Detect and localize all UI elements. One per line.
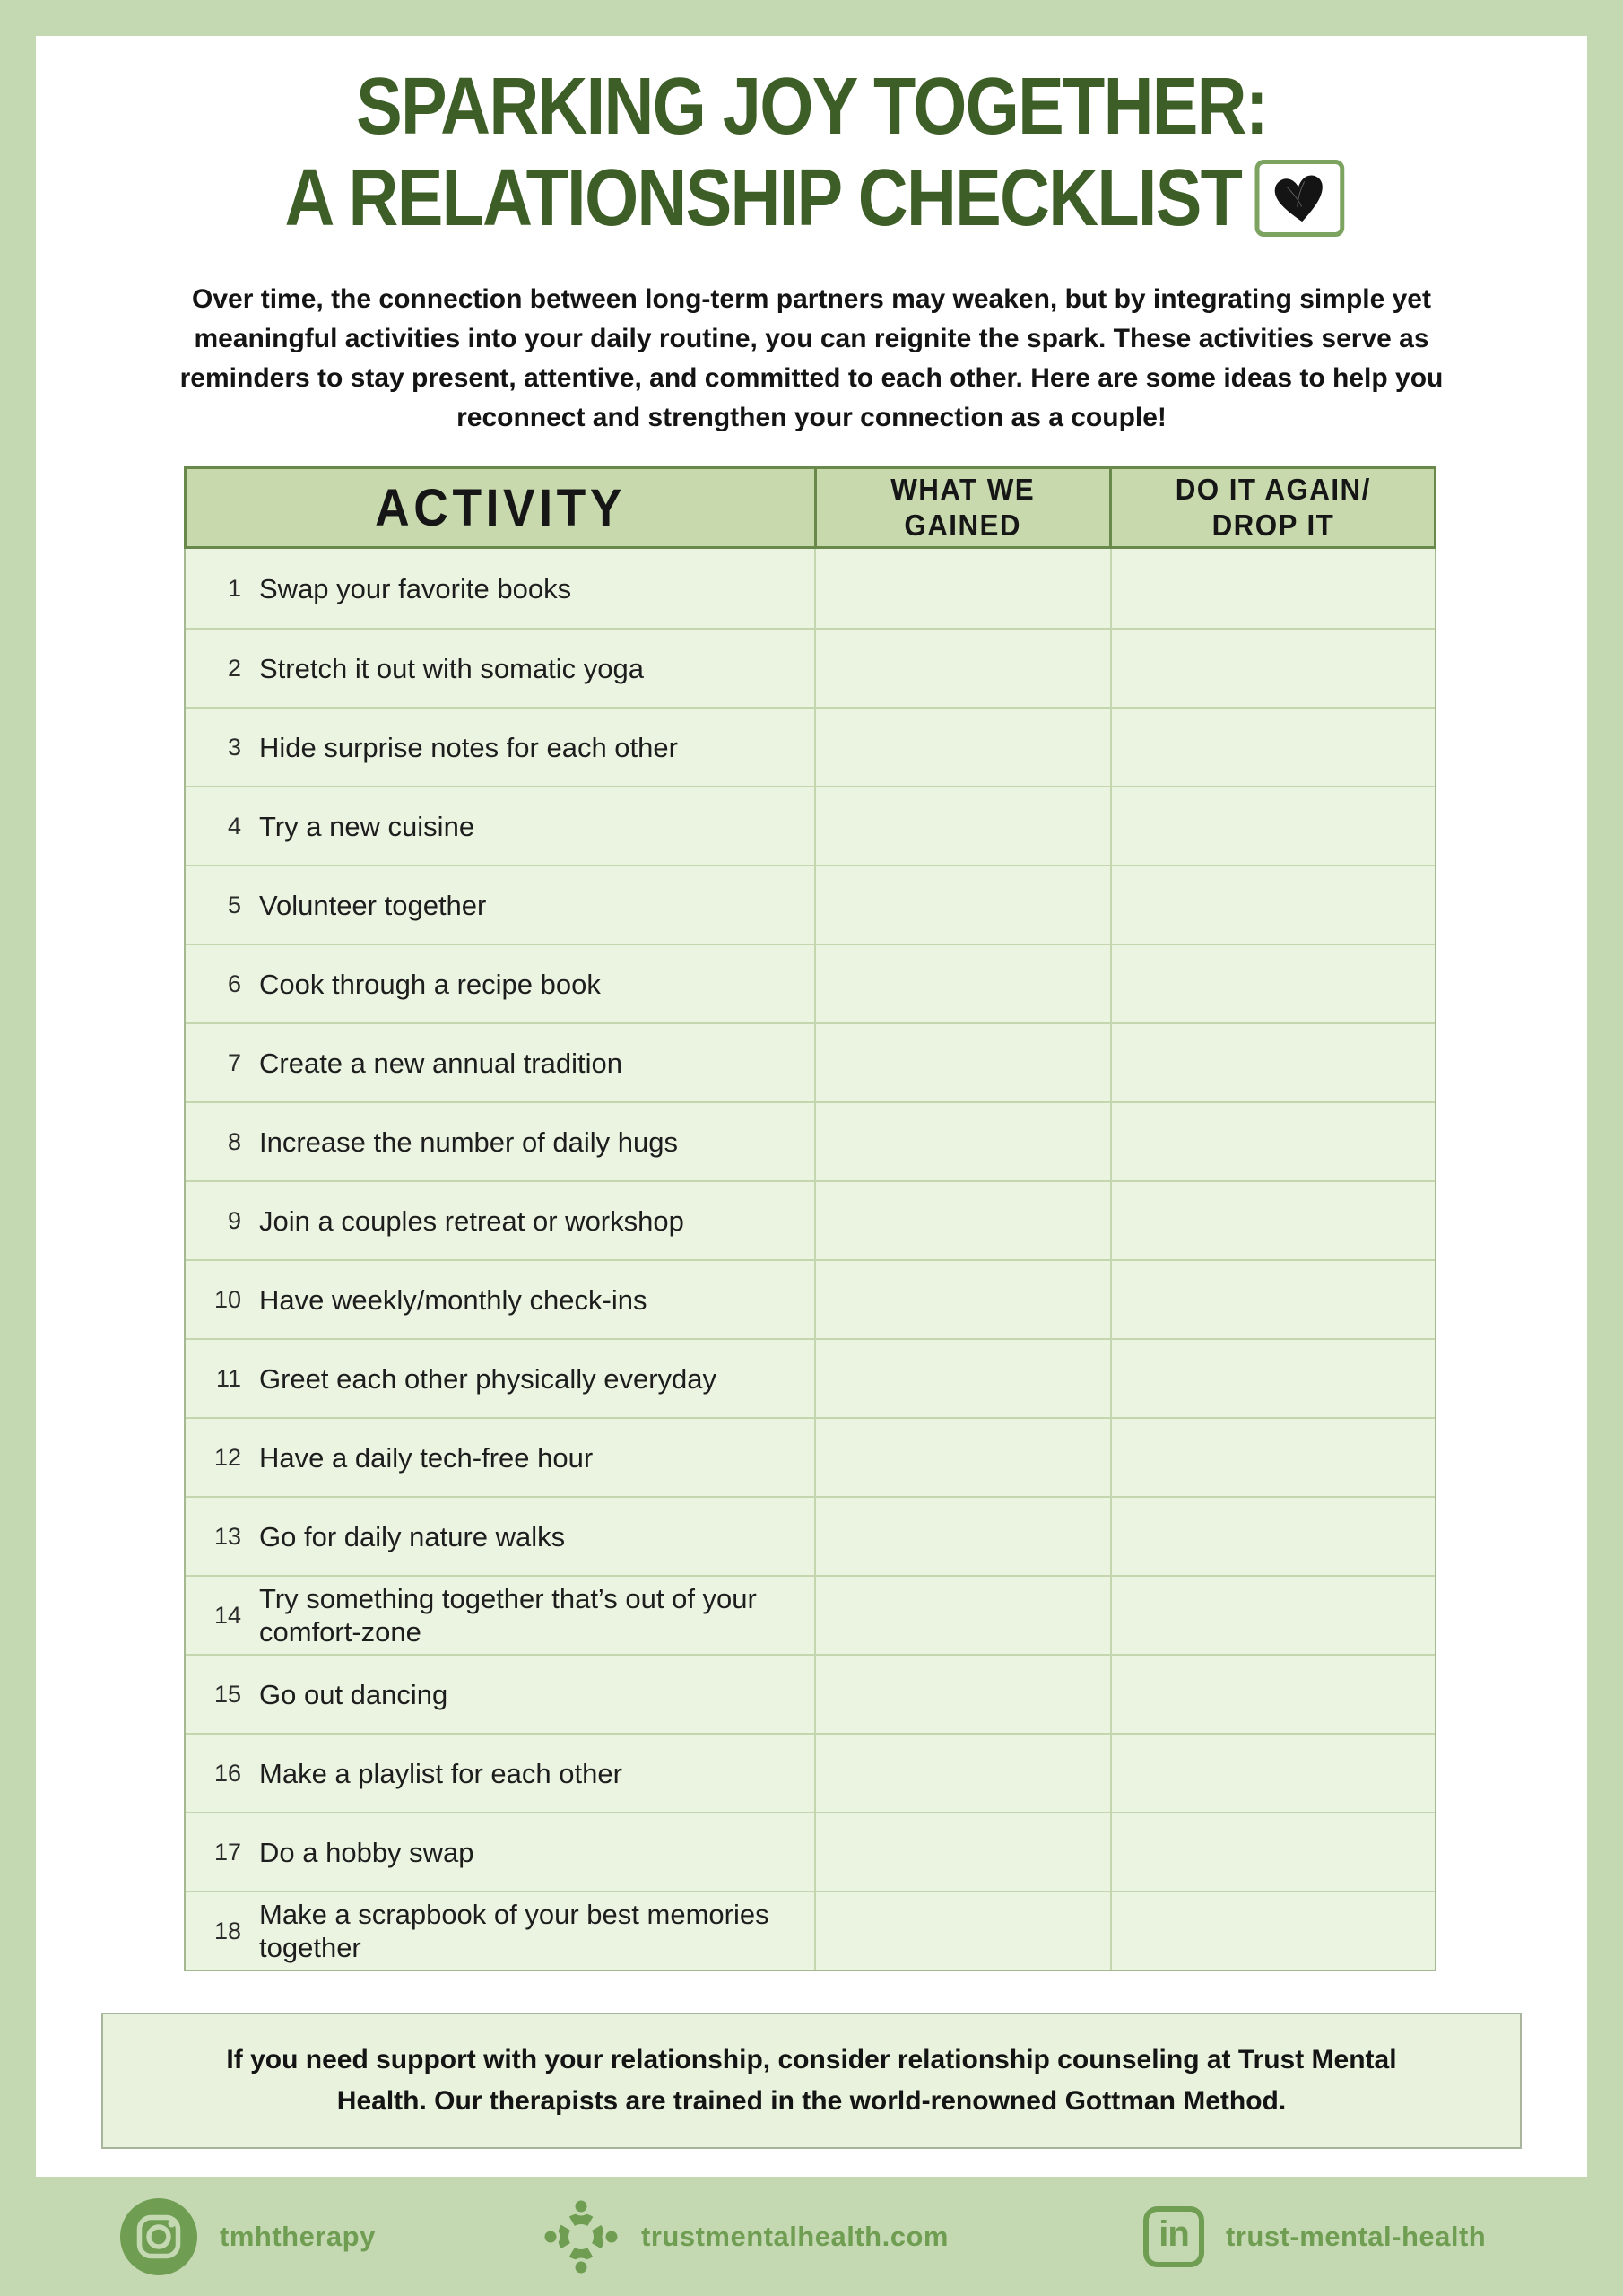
- activity-table: [184, 466, 1436, 1971]
- table-row: [186, 786, 1435, 865]
- table-row: [186, 1496, 1435, 1575]
- gained-cell: [814, 1340, 1110, 1417]
- decision-cell: [1110, 1577, 1435, 1654]
- activity-text: Greet each other physically everyday: [259, 1362, 717, 1395]
- linkedin-handle[interactable]: trust-mental-health: [1226, 2220, 1487, 2252]
- gained-cell: [814, 1498, 1110, 1575]
- gained-cell: [814, 1261, 1110, 1338]
- row-number: 12: [213, 1443, 241, 1471]
- row-number: 1: [227, 574, 241, 602]
- intro-line: reconnect and strengthen your connection as a couple!: [456, 403, 1167, 432]
- intro-line: meaningful activities into your daily routine, you can reignite the spark. These activities serve as: [194, 324, 1429, 353]
- heart-box: [1255, 160, 1345, 237]
- decision-cell: [1110, 1103, 1435, 1180]
- gained-cell: [814, 1024, 1110, 1101]
- row-number: 11: [215, 1364, 241, 1392]
- decision-cell: [1110, 1735, 1435, 1812]
- footer-instagram-group: [119, 2177, 376, 2296]
- row-number: 6: [227, 970, 241, 997]
- row-number: 9: [227, 1206, 241, 1234]
- table-row: [186, 1812, 1435, 1891]
- intro-line: Over time, the connection between long-term partners may weaken, but by integrating simple yet: [192, 284, 1431, 314]
- row-number: 15: [213, 1680, 241, 1708]
- instagram-icon: [119, 2197, 198, 2276]
- row-number: 2: [227, 654, 241, 682]
- title-line-2-text: A RELATIONSHIP CHECKLIST: [284, 153, 1242, 243]
- activity-text: Do a hobby swap: [259, 1836, 474, 1868]
- row-number: 13: [213, 1522, 241, 1550]
- table-row: [186, 1022, 1435, 1101]
- row-number: 17: [213, 1838, 241, 1866]
- table-row: [186, 1654, 1435, 1733]
- table-row: [186, 1575, 1435, 1654]
- gained-cell: [814, 1735, 1110, 1812]
- gained-cell: [814, 1419, 1110, 1496]
- column-header-do-it-again: DO IT AGAIN/ DROP IT: [1109, 469, 1434, 546]
- gained-cell: [814, 945, 1110, 1022]
- decision-cell: [1110, 630, 1435, 707]
- decision-cell: [1110, 1498, 1435, 1575]
- row-number: 10: [213, 1285, 241, 1313]
- footer-website-group: [542, 2177, 949, 2296]
- activity-text: Hide surprise notes for each other: [259, 731, 678, 763]
- activity-text: Stretch it out with somatic yoga: [259, 652, 645, 684]
- row-number: 3: [227, 733, 241, 761]
- activity-text: Try a new cuisine: [259, 810, 475, 842]
- decision-cell: [1110, 1261, 1435, 1338]
- activity-text: Join a couples retreat or workshop: [259, 1205, 684, 1237]
- activity-text: Cook through a recipe book: [259, 968, 601, 1000]
- activity-text: Volunteer together: [259, 889, 487, 921]
- decision-cell: [1110, 1182, 1435, 1259]
- table-row: [186, 1101, 1435, 1180]
- table-row: [186, 865, 1435, 944]
- gained-cell: [814, 709, 1110, 786]
- table-row: [186, 1417, 1435, 1496]
- gained-cell: [814, 787, 1110, 865]
- decision-cell: [1110, 1419, 1435, 1496]
- instagram-handle[interactable]: tmhtherapy: [220, 2220, 376, 2252]
- decision-cell: [1110, 866, 1435, 944]
- decision-cell: [1110, 1892, 1435, 1970]
- title-line-2: [144, 152, 1479, 244]
- activity-text: Have weekly/monthly check-ins: [259, 1283, 647, 1316]
- gained-cell: [814, 1656, 1110, 1733]
- page-title: [144, 61, 1479, 244]
- activity-text: Go out dancing: [259, 1678, 448, 1710]
- activity-text: Have a daily tech-free hour: [259, 1441, 594, 1474]
- gained-cell: [814, 549, 1110, 628]
- activity-text: Try something together that’s out of your comfort-zone: [259, 1583, 757, 1648]
- row-number: 14: [213, 1601, 241, 1629]
- table-header-row: [184, 466, 1436, 549]
- table-row: [186, 707, 1435, 786]
- people-circle-logo-icon: [542, 2198, 620, 2275]
- table-row: [186, 1259, 1435, 1338]
- column-header-activity: ACTIVITY: [374, 478, 626, 537]
- title-line-1: SPARKING JOY TOGETHER:: [356, 62, 1267, 152]
- footer-bar: [0, 2177, 1623, 2296]
- activity-text: Increase the number of daily hugs: [259, 1126, 678, 1158]
- decision-cell: [1110, 1656, 1435, 1733]
- table-row: [186, 628, 1435, 707]
- website-url[interactable]: trustmentalhealth.com: [641, 2220, 949, 2252]
- gained-cell: [814, 1892, 1110, 1970]
- decision-cell: [1110, 787, 1435, 865]
- table-row: [186, 549, 1435, 628]
- table-row: [186, 944, 1435, 1022]
- activity-text: Make a scrapbook of your best memories together: [259, 1899, 769, 1963]
- table-row: [186, 1338, 1435, 1417]
- gained-cell: [814, 1182, 1110, 1259]
- row-number: 4: [227, 812, 241, 839]
- support-note: [101, 2013, 1522, 2149]
- table-body: [184, 549, 1436, 1971]
- decision-cell: [1110, 1813, 1435, 1891]
- support-note-line: If you need support with your relationship, consider relationship counseling at Trust Mental: [226, 2045, 1397, 2074]
- row-number: 7: [227, 1048, 241, 1076]
- table-row: [186, 1180, 1435, 1259]
- gained-cell: [814, 1103, 1110, 1180]
- gained-cell: [814, 630, 1110, 707]
- column-header-what-we-gained: WHAT WE GAINED: [814, 469, 1110, 546]
- row-number: 8: [227, 1127, 241, 1155]
- intro-line: reminders to stay present, attentive, and committed to each other. Here are some ideas to help you: [179, 363, 1444, 393]
- decision-cell: [1110, 945, 1435, 1022]
- support-note-line: Health. Our therapists are trained in the world-renowned Gottman Method.: [336, 2086, 1287, 2116]
- table-row: [186, 1891, 1435, 1970]
- linkedin-icon: in: [1143, 2206, 1204, 2267]
- decision-cell: [1110, 1340, 1435, 1417]
- activity-text: Swap your favorite books: [259, 572, 572, 604]
- intro-paragraph: [36, 280, 1587, 438]
- activity-text: Create a new annual tradition: [259, 1047, 622, 1079]
- footer-linkedin-group: [1143, 2177, 1486, 2296]
- activity-text: Make a playlist for each other: [259, 1757, 622, 1789]
- decision-cell: [1110, 1024, 1435, 1101]
- decision-cell: [1110, 549, 1435, 628]
- gained-cell: [814, 1577, 1110, 1654]
- row-number: 18: [213, 1917, 241, 1944]
- gained-cell: [814, 866, 1110, 944]
- checklist-page: [36, 36, 1587, 2177]
- row-number: 16: [213, 1759, 241, 1787]
- decision-cell: [1110, 709, 1435, 786]
- heart-icon: [1271, 170, 1329, 226]
- activity-text: Go for daily nature walks: [259, 1520, 566, 1552]
- gained-cell: [814, 1813, 1110, 1891]
- row-number: 5: [227, 891, 241, 918]
- table-row: [186, 1733, 1435, 1812]
